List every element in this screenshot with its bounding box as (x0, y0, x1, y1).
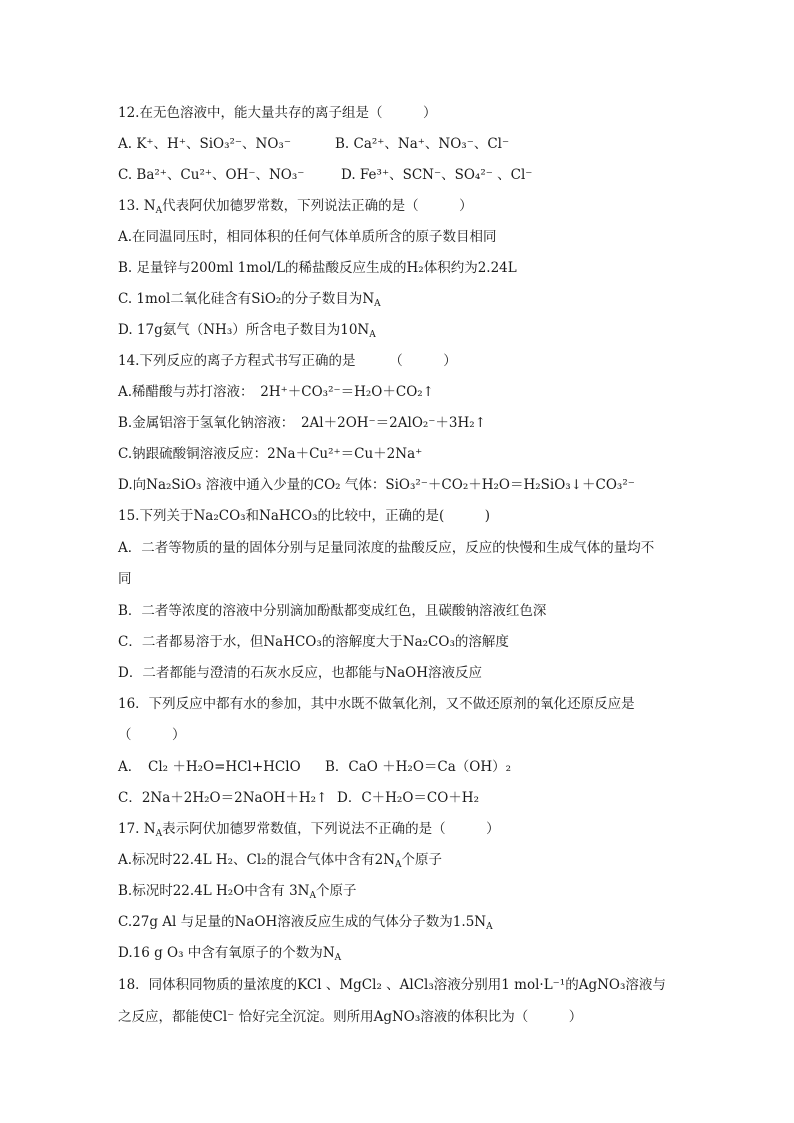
q12-options-ab (118, 135, 510, 153)
q15-option-d: D．二者都能与澄清的石灰水反应，也都能与NaOH溶液反应 (118, 665, 483, 681)
q13-option-a: A.在同温同压时，相同体积的任何气体单质所含的原子数目相同 (118, 229, 497, 245)
q18-line2: 之反应，都能使Cl⁻ 恰好完全沉淀。则所用AgNO₃溶液的体积比为（ ） (118, 1009, 583, 1025)
q12-options-cd (118, 166, 533, 184)
q15-stem: 15.下列关于Na₂CO₃和NaHCO₃的比较中，正确的是( ) (118, 508, 491, 524)
q12-stem: 12.在无色溶液中，能大量共存的离子组是（ ） (118, 105, 437, 121)
q16-option-d: D．C＋H₂O＝CO＋H₂ (337, 790, 479, 806)
q17-option-b: B.标况时22.4L H₂O中含有 $3N_A$个原子 (118, 883, 357, 901)
q13-option-c: C. 1mol二氧化硅含有SiO₂的分子数目为$N_A$ (118, 291, 381, 309)
q13-stem: 13. $N_A$代表阿伏加德罗常数，下列说法正确的是（ ） (118, 198, 473, 216)
q16-options-ab (118, 758, 512, 776)
q16-stem: 16．下列反应中都有水的参加，其中水既不做氧化剂，又不做还原剂的氧化还原反应是 (118, 696, 635, 712)
q17-stem: 17. $N_A$表示阿伏加德罗常数值，下列说法不正确的是（ ） (118, 821, 500, 839)
q18-line1: 18．同体积同物质的量浓度的KCl 、MgCl₂ 、AlCl₃溶液分别用1 mol·L⁻¹的AgNO₃溶液与 (118, 977, 666, 993)
q12-option-d: D. Fe³⁺、SCN⁻、SO₄²⁻ 、Cl⁻ (341, 167, 533, 183)
q15-option-a-line1: A．二者等物质的量的固体分别与足量同浓度的盐酸反应，反应的快慢和生成气体的量均不 (118, 540, 655, 556)
q16-options-cd (118, 789, 479, 807)
q17-option-a: A.标况时22.4L H₂、Cl₂的混合气体中含有$2N_A$个原子 (118, 852, 443, 870)
q15-option-c: C．二者都易溶于水，但NaHCO₃的溶解度大于Na₂CO₃的溶解度 (118, 634, 509, 650)
q17-option-d: D.16 g O₃ 中含有氧原子的个数为$N_A$ (118, 945, 342, 963)
q16-paren: （ ） (118, 727, 186, 743)
q17-option-c: C.27g Al 与足量的NaOH溶液反应生成的气体分子数为$1.5N_A$ (118, 914, 493, 932)
q12-option-a: A. K⁺、H⁺、SiO₃²⁻、NO₃⁻ (118, 136, 291, 152)
q16-option-b: B．CaO ＋H₂O＝Ca（OH）₂ (325, 759, 512, 775)
q14-stem: 14.下列反应的离子方程式书写正确的是 （ ） (118, 353, 457, 369)
q14-option-b: B.金属铝溶于氢氧化钠溶液： 2Al＋2OH⁻＝2AlO₂⁻＋3H₂↑ (118, 415, 487, 431)
q14-option-c: C.钠跟硫酸铜溶液反应：2Na＋Cu²⁺＝Cu＋2Na⁺ (118, 446, 423, 462)
q12-option-b: B. Ca²⁺、Na⁺、NO₃⁻、Cl⁻ (335, 136, 510, 152)
q14-option-d: D.向Na₂SiO₃ 溶液中通入少量的CO₂ 气体：SiO₃²⁻＋CO₂＋H₂O＝H₂SiO₃↓＋CO₃²⁻ (118, 477, 635, 493)
q13-option-b: B. 足量锌与200ml 1mol/L的稀盐酸反应生成的H₂体积约为2.24L (118, 260, 517, 276)
q12-option-c: C. Ba²⁺、Cu²⁺、OH⁻、NO₃⁻ (118, 167, 305, 183)
q16-option-a: A． Cl₂ ＋H₂O=HCl+HClO (118, 759, 301, 775)
q14-option-a: A.稀醋酸与苏打溶液： 2H⁺＋CO₃²⁻＝H₂O＋CO₂↑ (118, 384, 434, 400)
q16-option-c: C．2Na＋2H₂O＝2NaOH＋H₂↑ (118, 790, 328, 806)
q15-option-b: B．二者等浓度的溶液中分别滴加酚酞都变成红色，且碳酸钠溶液红色深 (118, 603, 547, 619)
q15-option-a-line2: 同 (118, 571, 132, 587)
q13-option-d: D. 17g氨气（NH₃）所含电子数目为$10N_A$ (118, 322, 376, 340)
